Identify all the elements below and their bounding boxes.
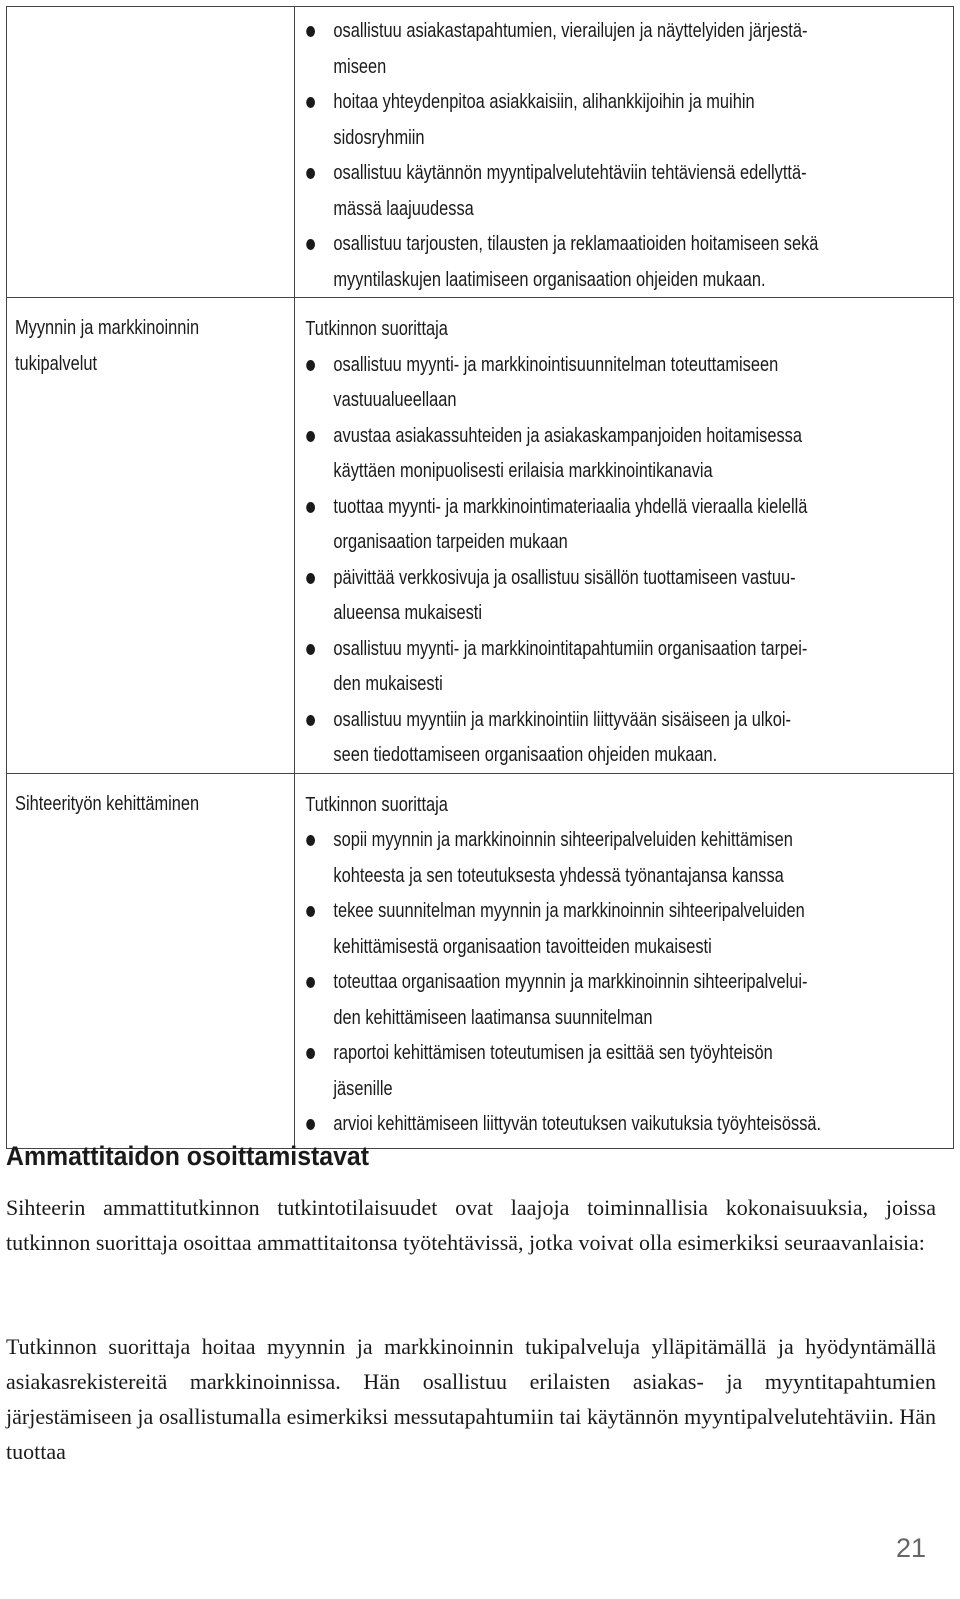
- list-item: [306, 1035, 822, 1106]
- list-item-line: toteuttaa organisaation myynnin ja markkinoinnin sihteeripalvelui-: [333, 970, 808, 993]
- list-item: [306, 1106, 822, 1142]
- list-item: [306, 560, 822, 631]
- list-item-line: sidosryhmiin: [333, 125, 425, 149]
- category-cell: [7, 298, 295, 774]
- criteria-list: [306, 13, 822, 297]
- list-item-line: osallistuu myyntiin ja markkinointiin liittyvään sisäiseen ja ulkoi-: [333, 707, 792, 731]
- criteria-list: [306, 347, 822, 773]
- category-label-line: Myynnin ja markkinoinnin: [15, 316, 200, 339]
- list-item-line: päivittää verkkosivuja ja osallistuu sisällön tuottamiseen vastuu-: [333, 565, 796, 589]
- intro-paragraph: Sihteerin ammattitutkinnon tutkintotilaisuudet ovat laajoja toiminnallisia kokonaisuuksia, joissa tutkinnon suorittaja osoittaa ammattitaitonsa työtehtävissä, jotka voivat olla esimerkiksi seuraavanlaisia:: [6, 1195, 936, 1255]
- list-item-line: hoitaa yhteydenpitoa asiakkaisiin, alihankkijoihin ja muihin: [333, 90, 755, 113]
- list-item: [306, 155, 822, 226]
- list-item-line: osallistuu tarjousten, tilausten ja reklamaatioiden hoitamiseen sekä: [333, 232, 819, 255]
- list-item-line: alueensa mukaisesti: [333, 601, 483, 624]
- criteria-list: [306, 822, 822, 1142]
- list-item-line: kohteesta ja sen toteutuksesta yhdessä työnantajansa kanssa: [333, 863, 785, 887]
- list-item: [306, 13, 822, 84]
- list-item-line: seen tiedottamiseen organisaation ohjeiden mukaan.: [333, 743, 718, 766]
- example-paragraph: Tutkinnon suorittaja hoitaa myynnin ja markkinoinnin tukipalveluja ylläpitämällä ja hyödyntämällä asiakasrekistereitä markkinoinnissa. Hän osallistuu erilaisten asiakas- ja myyntitapahtumien järjestämiseen ja osallistumalla esimerkiksi messutapahtumiin tai käytännön myyntipalvelutehtäviin. Hän tuottaa: [6, 1334, 936, 1464]
- list-item: [306, 702, 822, 773]
- list-item-line: jäsenille: [333, 1076, 394, 1100]
- list-item: [306, 893, 822, 964]
- page-number: 21: [895, 1533, 926, 1563]
- list-item-line: raportoi kehittämisen toteutumisen ja esittää sen työyhteisön: [333, 1041, 774, 1064]
- list-item-line: vastuualueellaan: [333, 388, 457, 411]
- list-item: [306, 226, 822, 297]
- list-item-line: avustaa asiakassuhteiden ja asiakaskampanjoiden hoitamisessa: [333, 423, 803, 447]
- category-cell: [7, 7, 295, 298]
- list-item: [306, 964, 822, 1035]
- criteria-cell: [295, 773, 954, 1148]
- list-item-line: tekee suunnitelman myynnin ja markkinoinnin sihteeripalveluiden: [333, 899, 806, 922]
- category-cell: [7, 773, 295, 1148]
- table-row: [7, 7, 954, 298]
- list-item: [306, 822, 822, 893]
- list-item-line: miseen: [333, 54, 387, 78]
- list-item: [306, 84, 822, 155]
- list-item: [306, 489, 822, 560]
- list-item-line: den mukaisesti: [333, 672, 444, 695]
- list-item-line: osallistuu myynti- ja markkinointitapahtumiin organisaation tarpei-: [333, 636, 808, 660]
- list-item-line: organisaation tarpeiden mukaan: [333, 530, 569, 553]
- list-item-line: den kehittämiseen laatimansa suunnitelman: [333, 1005, 653, 1029]
- list-item-line: osallistuu myynti- ja markkinointisuunnitelman toteuttamiseen: [333, 352, 779, 376]
- criteria-cell: [295, 298, 954, 774]
- list-item-line: sopii myynnin ja markkinoinnin sihteeripalveluiden kehittämisen: [333, 828, 794, 851]
- list-item-line: käyttäen monipuolisesti erilaisia markkinointikanavia: [333, 459, 714, 482]
- list-item-line: mässä laajuudessa: [333, 196, 475, 220]
- criteria-intro: Tutkinnon suorittaja: [305, 792, 449, 816]
- table-row: [7, 773, 954, 1148]
- category-label-line: Sihteerityön kehittäminen: [15, 791, 200, 815]
- list-item-line: osallistuu asiakastapahtumien, vierailujen ja näyttelyiden järjestä-: [333, 19, 808, 42]
- list-item: [306, 631, 822, 702]
- criteria-cell: [295, 7, 954, 298]
- section-heading: Ammattitaidon osoittamistavat: [6, 1141, 369, 1171]
- list-item-line: kehittämisestä organisaation tavoitteiden mukaisesti: [333, 934, 713, 958]
- criteria-intro: Tutkinnon suorittaja: [305, 317, 449, 340]
- list-item-line: myyntilaskujen laatimiseen organisaation ohjeiden mukaan.: [333, 267, 766, 291]
- list-item: [306, 418, 822, 489]
- list-item-line: tuottaa myynti- ja markkinointimateriaalia yhdellä vieraalla kielellä: [333, 494, 808, 518]
- list-item-line: arvioi kehittämiseen liittyvän toteutuksen vaikutuksia työyhteisössä.: [333, 1112, 822, 1135]
- table-row: [7, 298, 954, 774]
- competence-table: [6, 6, 954, 1149]
- category-label-line: tukipalvelut: [15, 351, 98, 375]
- list-item-line: osallistuu käytännön myyntipalvelutehtäviin tehtäviensä edellyttä-: [333, 161, 807, 184]
- list-item: [306, 347, 822, 418]
